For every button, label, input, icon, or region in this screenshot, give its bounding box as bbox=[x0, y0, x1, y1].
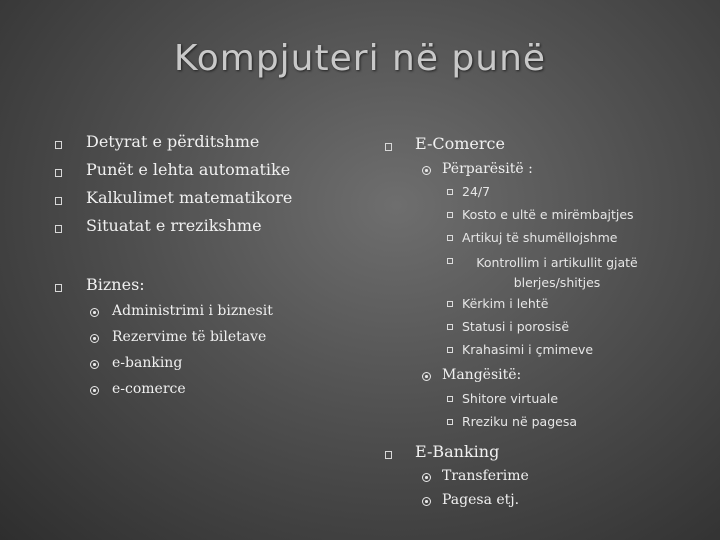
ebanking-label: E-Banking bbox=[415, 442, 500, 461]
bullet-circle-icon bbox=[90, 360, 99, 369]
bullet-box-icon bbox=[385, 451, 392, 459]
list-item: Shitore virtuale bbox=[462, 391, 559, 406]
bullet-square-icon bbox=[447, 212, 453, 218]
bullet-box-icon bbox=[55, 225, 62, 233]
list-item: Rreziku në pagesa bbox=[462, 414, 578, 429]
bullet-box-icon bbox=[55, 169, 62, 177]
list-item: Rezervime të biletave bbox=[112, 329, 267, 345]
bullet-square-icon bbox=[447, 419, 453, 425]
biznes-label: Biznes: bbox=[86, 275, 145, 294]
list-item: Artikuj të shumëllojshme bbox=[462, 230, 618, 245]
bullet-square-icon bbox=[447, 324, 453, 330]
bullet-square-icon bbox=[447, 396, 453, 402]
list-item: Punët e lehta automatike bbox=[86, 160, 291, 179]
list-item: Detyrat e përditshme bbox=[86, 132, 260, 151]
bullet-square-icon bbox=[447, 235, 453, 241]
bullet-circle-icon bbox=[90, 308, 99, 317]
bullet-square-icon bbox=[447, 189, 453, 195]
bullet-square-icon bbox=[447, 301, 453, 307]
list-item: Transferime bbox=[442, 468, 529, 484]
list-item: Situatat e rrezikshme bbox=[86, 216, 262, 235]
bullet-circle-icon bbox=[422, 372, 431, 381]
list-item: Kontrollim i artikullit gjatë blerjes/shitjes bbox=[476, 255, 638, 290]
bullet-circle-icon bbox=[90, 334, 99, 343]
perparesite-label: Përparësitë : bbox=[442, 161, 533, 177]
list-item: Kosto e ultë e mirëmbajtjes bbox=[462, 207, 634, 222]
list-item: Krahasimi i çmimeve bbox=[462, 342, 594, 357]
bullet-square-icon bbox=[447, 347, 453, 353]
bullet-circle-icon bbox=[422, 473, 431, 482]
slide-title: Kompjuteri në punë bbox=[173, 38, 547, 79]
bullet-box-icon bbox=[55, 141, 62, 149]
bullet-box-icon bbox=[55, 197, 62, 205]
bullet-square-icon bbox=[447, 258, 453, 264]
list-item: Kërkim i lehtë bbox=[462, 296, 549, 311]
list-item: e-comerce bbox=[112, 381, 186, 397]
list-item: Statusi i porosisë bbox=[462, 319, 570, 334]
list-item: e-banking bbox=[112, 355, 183, 371]
mangesite-label: Mangësitë: bbox=[442, 367, 522, 383]
bullet-circle-icon bbox=[422, 497, 431, 506]
ecomerce-label: E-Comerce bbox=[415, 134, 505, 153]
list-item: 24/7 bbox=[462, 184, 491, 199]
bullet-circle-icon bbox=[90, 386, 99, 395]
bullet-box-icon bbox=[55, 284, 62, 292]
list-item: Administrimi i biznesit bbox=[112, 303, 273, 319]
list-item: Pagesa etj. bbox=[442, 492, 520, 508]
list-item: Kalkulimet matematikore bbox=[86, 188, 293, 207]
bullet-circle-icon bbox=[422, 166, 431, 175]
bullet-box-icon bbox=[385, 143, 392, 151]
